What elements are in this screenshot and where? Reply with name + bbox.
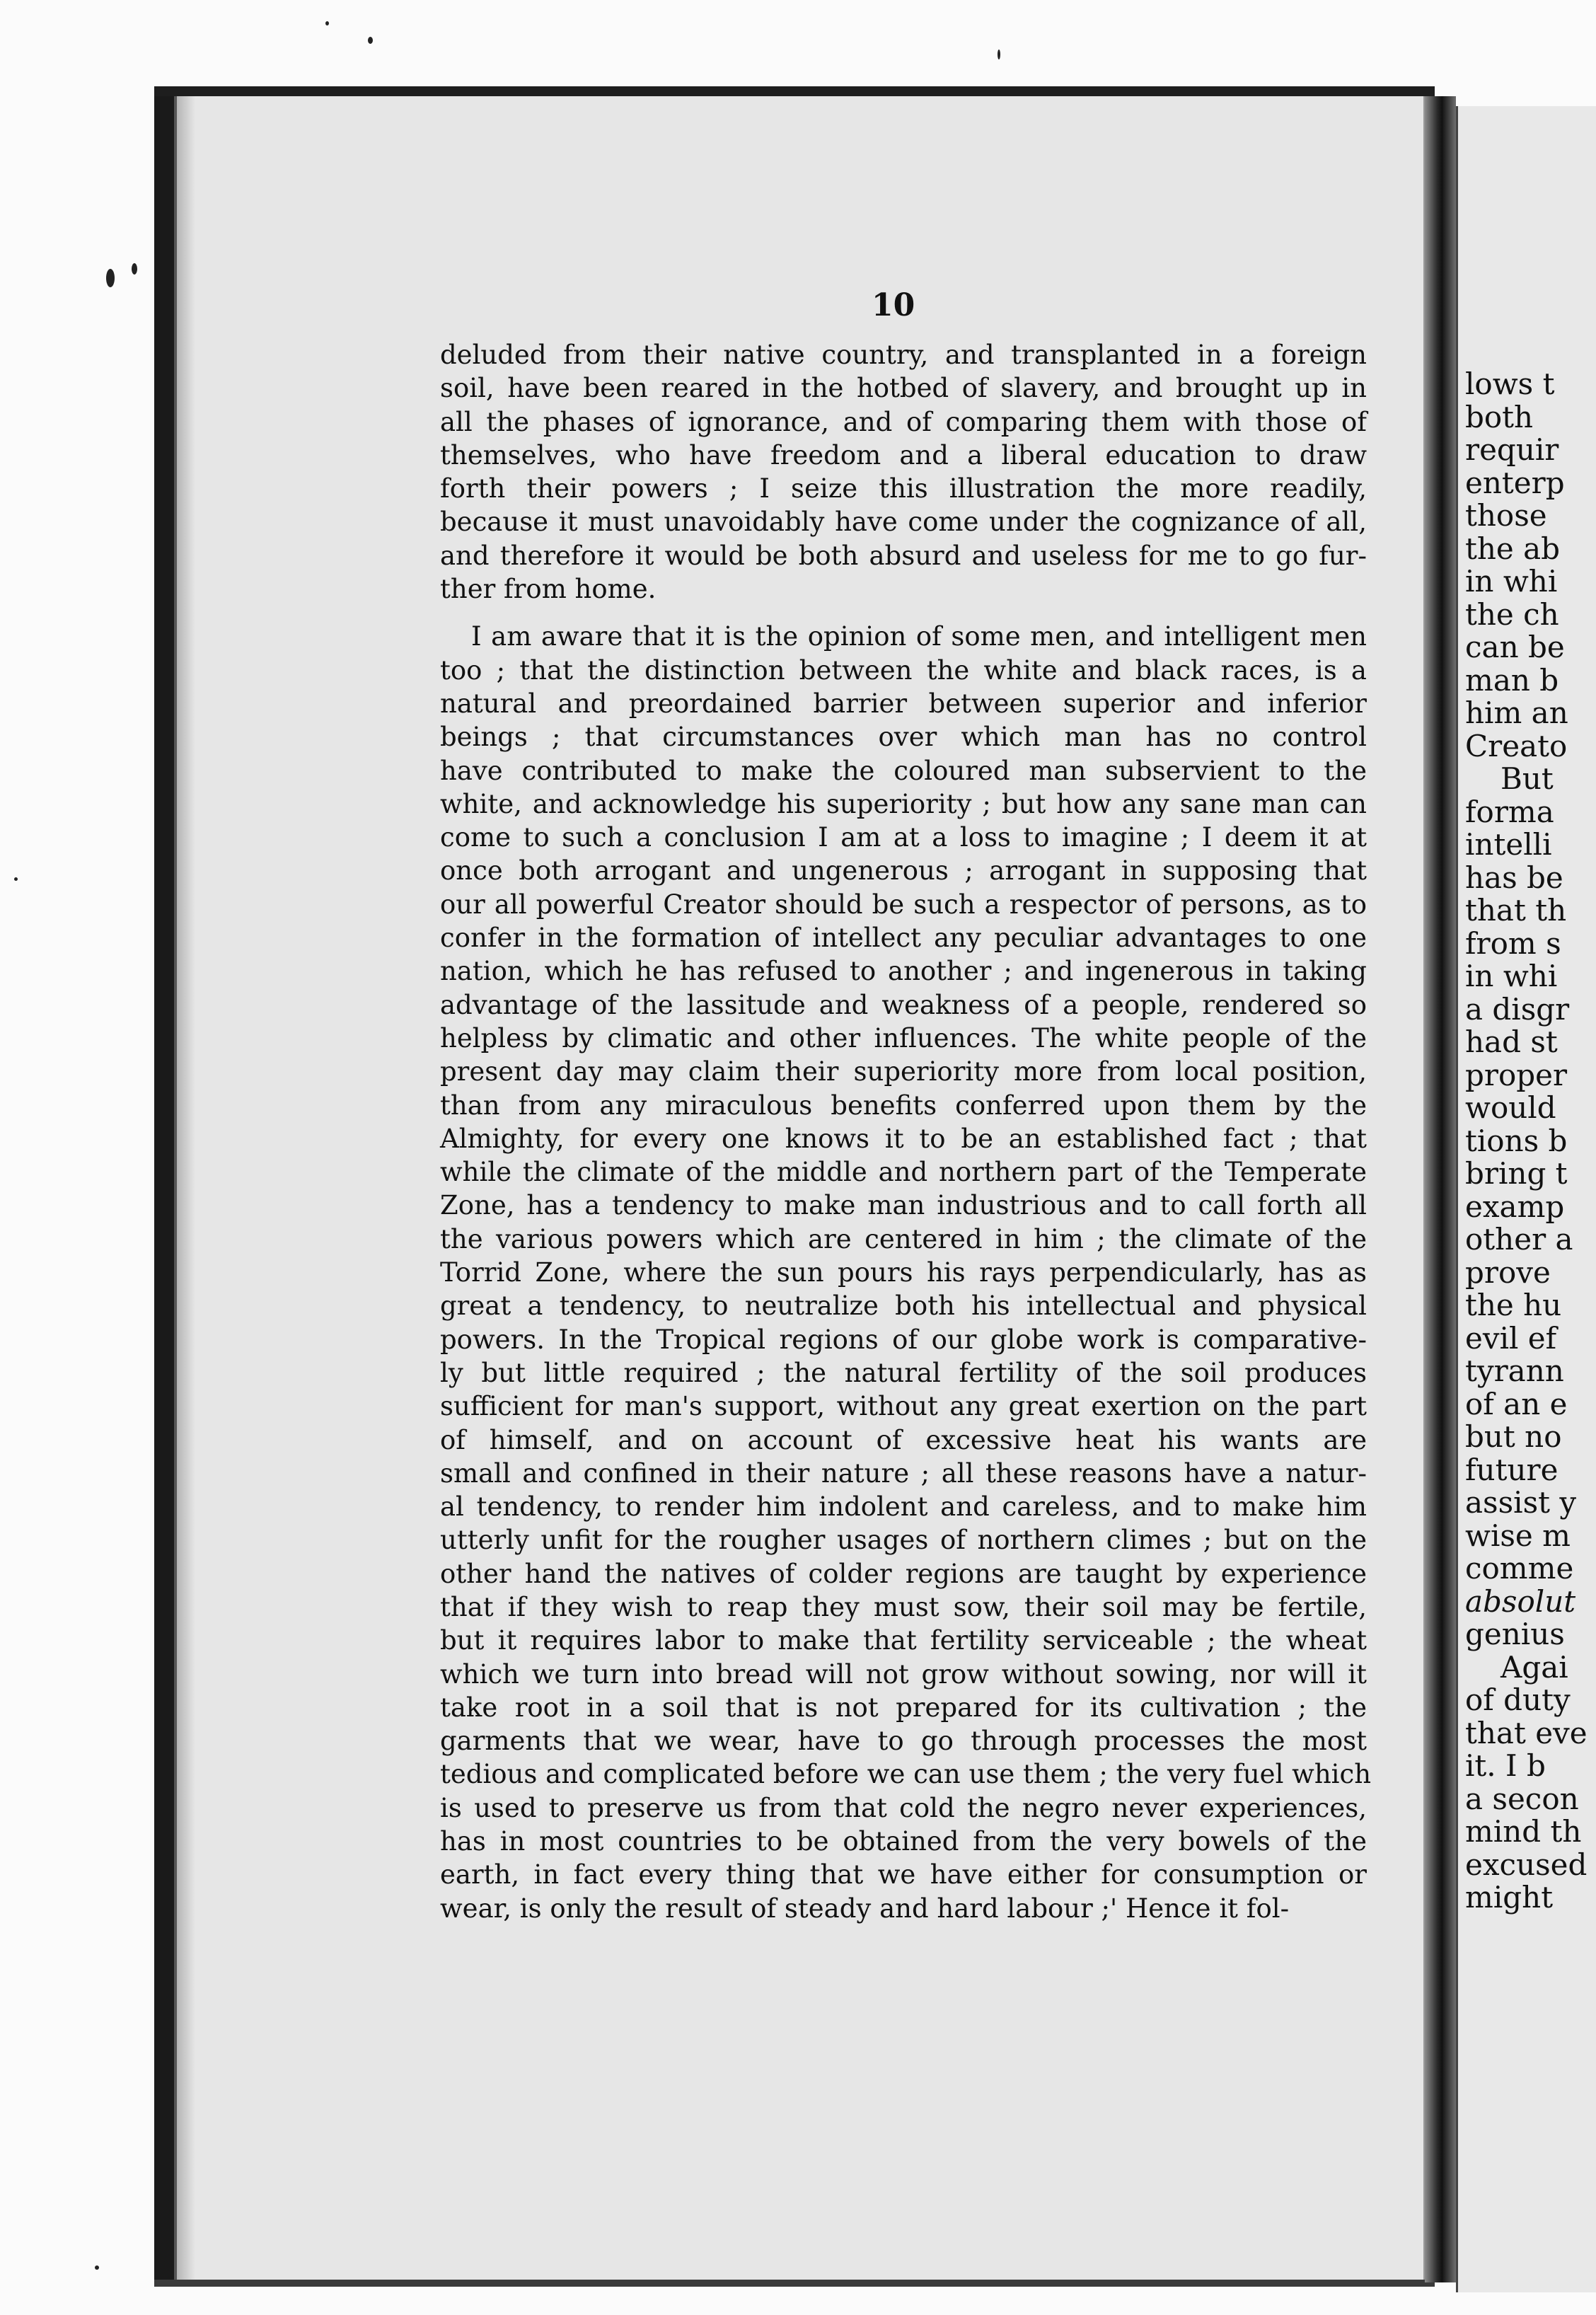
text-line: our all powerful Creator should be such a respector of persons, as to	[440, 889, 1367, 920]
text-line: has in most countries to be obtained from the very bowels of the	[440, 1826, 1367, 1857]
paragraph-2	[440, 620, 1372, 1925]
facing-page-line: comme	[1465, 1551, 1574, 1586]
facing-page-line: proper	[1465, 1057, 1568, 1092]
book-gutter	[1425, 96, 1456, 2282]
text-line: but it requires labor to make that fertility serviceable ; the wheat	[440, 1625, 1367, 1656]
facing-page-line: examp	[1465, 1189, 1565, 1224]
text-line: forth their powers ; I seize this illustration the more readily,	[440, 473, 1367, 504]
facing-page-line: genius	[1465, 1617, 1565, 1651]
facing-page-line: that th	[1465, 893, 1567, 928]
text-line: take root in a soil that is not prepared for its cultivation ; the	[440, 1692, 1367, 1723]
facing-page-line: him an	[1465, 695, 1568, 730]
paragraph-1	[440, 338, 1367, 606]
facing-page-line: lows t	[1465, 366, 1555, 401]
binding-frame-bottom	[154, 2280, 1435, 2287]
facing-page-line: tions b	[1465, 1123, 1568, 1158]
text-line: al tendency, to render him indolent and careless, and to make him	[440, 1491, 1367, 1523]
facing-page-line: but no	[1465, 1419, 1562, 1454]
text-line: utterly unfit for the rougher usages of northern climes ; but on the	[440, 1525, 1367, 1556]
text-line: soil, have been reared in the hotbed of slavery, and brought up in	[440, 373, 1367, 404]
text-line: natural and preordained barrier between superior and inferior	[440, 688, 1367, 719]
facing-page-line: a secon	[1465, 1781, 1579, 1816]
text-line: nation, which he has refused to another ; and ingenerous in taking	[440, 956, 1367, 987]
text-line: that if they wish to reap they must sow, their soil may be fertile,	[440, 1591, 1367, 1622]
scan-speck	[106, 269, 115, 287]
facing-page-line: bring t	[1465, 1156, 1568, 1191]
scan-speck	[95, 2265, 99, 2270]
scan-speck	[14, 877, 18, 881]
text-line: have contributed to make the coloured man subservient to the	[440, 755, 1367, 786]
text-line: is used to preserve us from that cold the negro never experiences,	[440, 1792, 1367, 1823]
facing-page-line: absolut	[1465, 1583, 1576, 1619]
text-line: great a tendency, to neutralize both his intellectual and physical	[440, 1291, 1367, 1322]
text-line: while the climate of the middle and northern part of the Temperate	[440, 1157, 1367, 1188]
text-line: garments that we wear, have to go through processes the most	[440, 1726, 1367, 1757]
binding-frame-top	[154, 86, 1435, 96]
facing-page-line: tyrann	[1465, 1353, 1564, 1388]
text-line: themselves, who have freedom and a liberal education to draw	[440, 439, 1367, 470]
text-line: sufficient for man's support, without any great exertion on the part	[440, 1391, 1367, 1422]
facing-page-line: intelli	[1465, 827, 1552, 862]
facing-page-line: can be	[1465, 630, 1565, 664]
text-line: the various powers which are centered in him ; the climate of the	[440, 1223, 1367, 1254]
facing-page-line: excused	[1465, 1847, 1588, 1882]
facing-page-line: it. I b	[1465, 1748, 1546, 1783]
text-line: tedious and complicated before we can use them ; the very fuel which	[440, 1759, 1372, 1790]
text-line: than from any miraculous benefits conferred upon them by the	[440, 1090, 1367, 1121]
facing-page-line: a disgr	[1465, 991, 1570, 1027]
facing-page-line: But	[1500, 761, 1554, 796]
facing-page-line: evil ef	[1465, 1320, 1557, 1356]
facing-page-line: the ch	[1465, 596, 1559, 632]
facing-page-line: in whi	[1465, 959, 1558, 993]
scan-speck	[998, 50, 1000, 59]
text-line: helpless by climatic and other influences. The white people of the	[440, 1022, 1367, 1053]
facing-page-line: the hu	[1465, 1288, 1562, 1322]
text-line: advantage of the lassitude and weakness of a people, rendered so	[440, 989, 1367, 1020]
facing-page-line: of an e	[1465, 1386, 1568, 1421]
facing-page-line: from s	[1465, 925, 1561, 961]
text-line: I am aware that it is the opinion of some men, and intelligent men	[471, 621, 1367, 652]
text-line: too ; that the distinction between the white and black races, is a	[440, 654, 1367, 686]
facing-page-line: future	[1465, 1452, 1559, 1487]
text-line: wear, is only the result of steady and hard labour ;' Hence it fol-	[440, 1893, 1290, 1924]
scan-speck	[325, 21, 329, 25]
text-line: once both arrogant and ungenerous ; arrogant in supposing that	[440, 855, 1367, 887]
text-line: ly but little required ; the natural fertility of the soil produces	[440, 1357, 1367, 1388]
facing-page-line: of duty	[1465, 1682, 1571, 1717]
facing-page-line: Creato	[1465, 728, 1568, 763]
facing-page-line: wise m	[1465, 1518, 1571, 1553]
facing-page-line: those	[1465, 498, 1547, 533]
scan-speck	[368, 37, 373, 44]
text-line: of himself, and on account of excessive heat his wants are	[440, 1424, 1367, 1455]
facing-page	[1456, 106, 1596, 2292]
text-line: beings ; that circumstances over which man has no control	[440, 722, 1367, 753]
facing-page-line: has be	[1465, 860, 1563, 895]
facing-page-line: might	[1465, 1880, 1554, 1915]
text-line: ther from home.	[440, 574, 657, 605]
text-line: present day may claim their superiority more from local position,	[440, 1056, 1367, 1087]
facing-page-line: Agai	[1500, 1649, 1568, 1685]
page-edge-shadow	[177, 96, 195, 2280]
page-number: 10	[872, 287, 915, 323]
facing-page-line: in whi	[1465, 564, 1558, 599]
facing-page-line: mind th	[1465, 1814, 1582, 1849]
page-body-text	[440, 338, 1372, 1925]
facing-page-line: would	[1465, 1090, 1556, 1125]
text-line: confer in the formation of intellect any peculiar advantages to one	[440, 923, 1367, 954]
text-line: come to such a conclusion I am at a loss to imagine ; I deem it at	[440, 822, 1367, 853]
text-line: white, and acknowledge his superiority ; but how any sane man can	[440, 788, 1367, 819]
facing-page-line: the ab	[1465, 531, 1561, 566]
facing-page-line: forma	[1465, 794, 1554, 829]
text-line: all the phases of ignorance, and of comparing them with those of	[440, 406, 1367, 437]
text-line: other hand the natives of colder regions are taught by experience	[440, 1558, 1367, 1589]
text-line: because it must unavoidably have come under the cognizance of all,	[440, 507, 1367, 538]
facing-page-line: man b	[1465, 662, 1559, 698]
text-line: deluded from their native country, and transplanted in a foreign	[440, 340, 1367, 370]
facing-page-text	[1465, 368, 1596, 1915]
text-line: small and confined in their nature ; all these reasons have a natur-	[440, 1457, 1367, 1489]
facing-page-line: enterp	[1465, 465, 1565, 500]
text-line: powers. In the Tropical regions of our globe work is comparative-	[440, 1324, 1367, 1355]
scan-speck	[132, 263, 137, 275]
binding-frame-left	[154, 86, 174, 2287]
text-line: Almighty, for every one knows it to be an established fact ; that	[440, 1123, 1367, 1154]
facing-page-line: prove	[1465, 1254, 1551, 1290]
text-line: which we turn into bread will not grow without sowing, nor will it	[440, 1658, 1367, 1690]
facing-page-line: both	[1465, 399, 1534, 434]
text-line: Torrid Zone, where the sun pours his rays perpendicularly, has as	[440, 1257, 1367, 1288]
text-line: Zone, has a tendency to make man industrious and to call forth all	[440, 1190, 1367, 1221]
facing-page-line: assist y	[1465, 1485, 1577, 1520]
facing-page-line: that eve	[1465, 1715, 1588, 1750]
facing-page-line: requir	[1465, 432, 1559, 467]
text-line: and therefore it would be both absurd and useless for me to go fur-	[440, 540, 1367, 571]
facing-page-line: had st	[1465, 1024, 1558, 1059]
text-line: earth, in fact every thing that we have either for consumption or	[440, 1859, 1367, 1890]
facing-page-line: other a	[1465, 1222, 1573, 1257]
